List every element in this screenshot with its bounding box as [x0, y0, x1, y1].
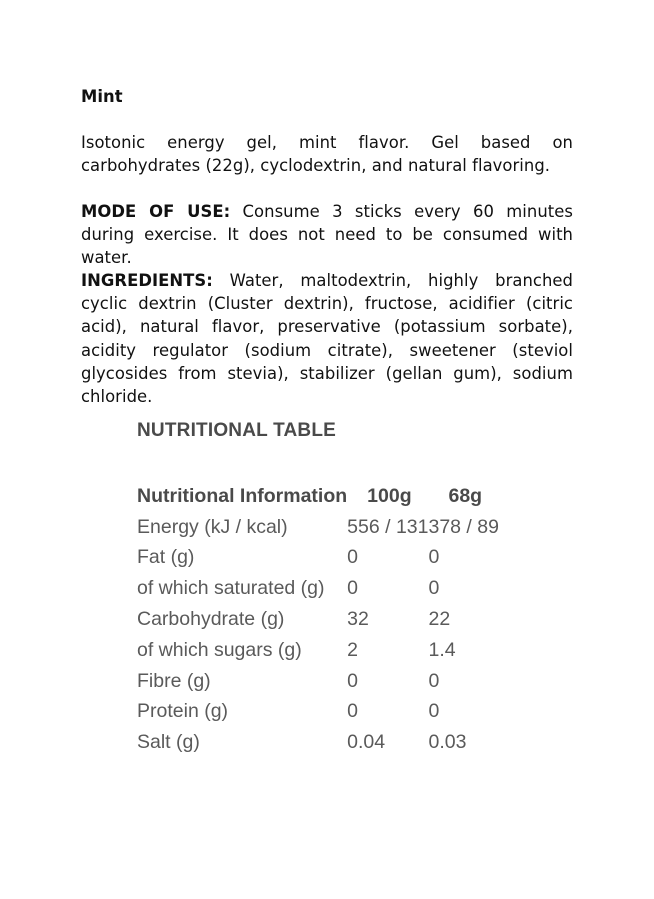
row-per100: 0	[347, 577, 359, 600]
row-name: Protein (g)	[137, 700, 229, 723]
row-per68: 22	[428, 608, 451, 631]
row-per68: 378 / 89	[428, 515, 499, 538]
header-100g: 100g	[367, 484, 412, 507]
header-68g: 68g	[448, 484, 483, 507]
row-per68: 0	[428, 669, 440, 692]
row-per100: 0.04	[347, 731, 386, 754]
product-title: Mint	[81, 87, 123, 106]
row-per100: 0	[347, 546, 359, 569]
nutritional-table-image	[137, 420, 499, 754]
row-per68: 0	[428, 700, 440, 723]
table-row	[137, 543, 499, 574]
row-name: of which sugars (g)	[137, 638, 302, 661]
product-description: Isotonic energy gel, mint flavor. Gel based on carbohydrates (22g), cyclodextrin, and natural flavoring.	[81, 133, 573, 176]
mode-of-use-paragraph	[81, 200, 573, 270]
row-per68: 1.4	[428, 638, 456, 661]
ingredients-paragraph	[81, 269, 573, 408]
ingredients-label: INGREDIENTS:	[81, 271, 213, 290]
table-row	[137, 727, 499, 758]
table-row	[137, 573, 499, 604]
mode-of-use-text: Consume 3 sticks every 60 minutes during exercise. It does not need to be consumed with water.	[81, 202, 573, 268]
row-name: Fibre (g)	[137, 669, 211, 692]
table-row	[137, 697, 499, 728]
row-per68: 0	[428, 546, 440, 569]
table-row	[137, 635, 499, 666]
row-per100: 0	[347, 669, 359, 692]
row-per100: 0	[347, 700, 359, 723]
mode-of-use-label: MODE OF USE:	[81, 202, 231, 221]
row-per100: 32	[347, 608, 369, 631]
row-name: Carbohydrate (g)	[137, 608, 285, 631]
ingredients-text: Water, maltodextrin, highly branched cyclic dextrin (Cluster dextrin), fructose, acidifier (citric acid), natural flavor, preservative (potassium sorbate), acidity regulator (sodium citrate), sweetener (steviol glycosides from stevia), stabilizer (gellan gum), sodium chloride.	[81, 271, 573, 407]
header-nutritional-information: Nutritional Information	[137, 484, 348, 507]
row-per68: 0	[428, 577, 440, 600]
row-name: Fat (g)	[137, 546, 195, 569]
row-per68: 0.03	[428, 731, 467, 754]
table-row	[137, 666, 499, 697]
row-per100: 2	[347, 638, 359, 661]
nutritional-table-title: NUTRITIONAL TABLE	[137, 420, 337, 441]
row-name: of which saturated (g)	[137, 577, 325, 600]
nutrition-header-row	[137, 481, 499, 512]
table-row	[137, 512, 499, 543]
nutrition-table	[137, 481, 499, 758]
row-name: Energy (kJ / kcal)	[137, 515, 288, 538]
table-row	[137, 604, 499, 635]
row-per100: 556 / 131	[347, 515, 429, 538]
row-name: Salt (g)	[137, 731, 200, 754]
